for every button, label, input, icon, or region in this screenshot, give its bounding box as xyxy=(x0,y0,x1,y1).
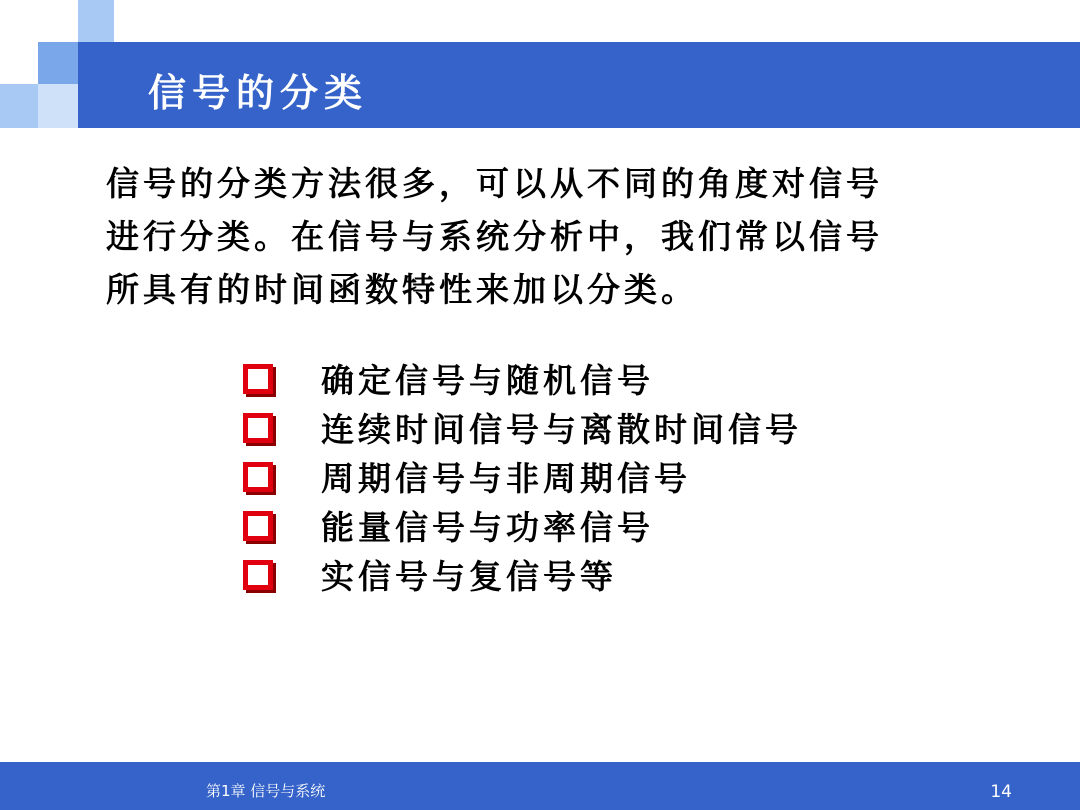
bullet-item xyxy=(243,354,802,403)
decor-square-3 xyxy=(0,84,38,128)
decor-square-2 xyxy=(38,42,78,84)
intro-paragraph xyxy=(106,157,1026,316)
bullet-item xyxy=(243,501,802,550)
checkbox-icon xyxy=(243,413,273,443)
checkbox-icon xyxy=(243,560,273,590)
intro-line: 信号的分类方法很多，可以从不同的角度对信号 xyxy=(106,164,883,203)
footer-chapter-label: 第1章 信号与系统 xyxy=(206,782,326,800)
checkbox-icon xyxy=(243,462,273,492)
bullet-text: 周期信号与非周期信号 xyxy=(321,459,691,498)
bullet-item xyxy=(243,403,802,452)
intro-line: 所具有的时间函数特性来加以分类。 xyxy=(106,270,698,309)
bullet-item xyxy=(243,452,802,501)
bullet-text: 能量信号与功率信号 xyxy=(321,508,654,547)
bullet-text: 确定信号与随机信号 xyxy=(321,361,654,400)
decor-square-1 xyxy=(78,0,114,42)
footer-bar xyxy=(0,762,1080,810)
checkbox-icon xyxy=(243,364,273,394)
page-number: 14 xyxy=(990,782,1012,802)
bullet-text: 连续时间信号与离散时间信号 xyxy=(321,410,802,449)
bullet-item xyxy=(243,550,802,599)
slide-title: 信号的分类 xyxy=(148,70,369,115)
checkbox-icon xyxy=(243,511,273,541)
decor-square-4 xyxy=(38,84,78,128)
bullet-text: 实信号与复信号等 xyxy=(321,557,617,596)
intro-line: 进行分类。在信号与系统分析中，我们常以信号 xyxy=(106,217,883,256)
bullet-list xyxy=(243,354,802,599)
